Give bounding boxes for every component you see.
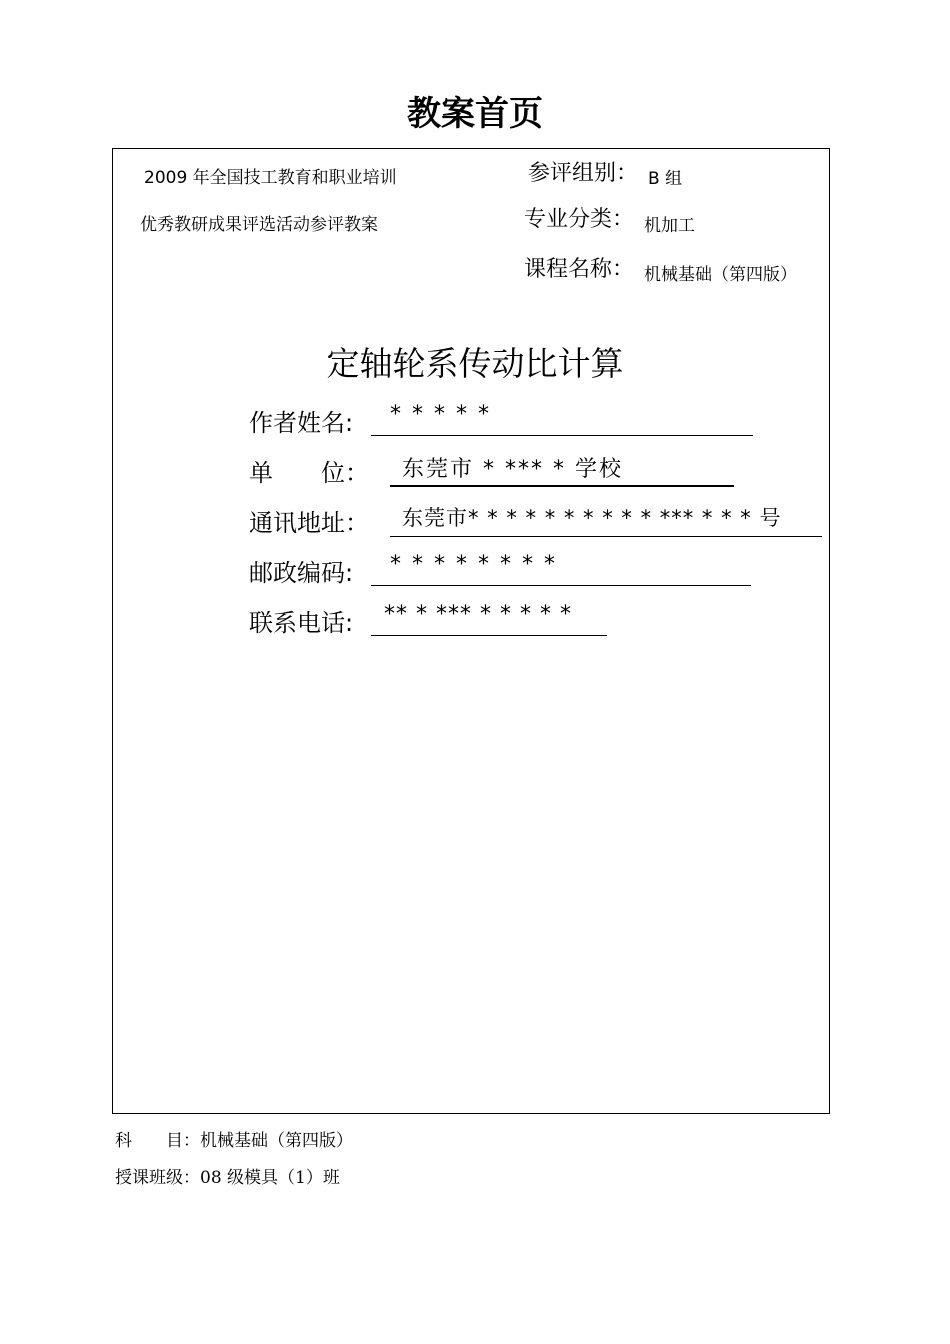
phone-underline (371, 635, 607, 636)
footer-class: 授课班级：08 级模具（1）班 (115, 1168, 340, 1188)
author-label: 作者姓名: (249, 409, 354, 437)
unit-underline (390, 485, 734, 487)
page-title: 教案首页 (407, 94, 543, 134)
course-label: 课程名称： (524, 257, 635, 282)
author-underline (371, 435, 753, 436)
postal-value: * * * * * * * * (390, 552, 557, 577)
course-value: 机械基础（第四版） (644, 265, 797, 285)
phone-value: ** * *** * * * * * (384, 602, 572, 627)
group-label: 参评组别： (528, 161, 639, 186)
unit-label: 单 位： (249, 459, 369, 487)
postal-underline (371, 585, 751, 586)
competition-line-2: 优秀教研成果评选活动参评教案 (140, 215, 378, 235)
phone-label: 联系电话: (249, 609, 354, 637)
footer-subject: 科 目：机械基础（第四版） (115, 1131, 353, 1151)
cover-frame (112, 148, 830, 1114)
postal-label: 邮政编码: (249, 559, 354, 587)
address-value: 东莞市* * * * * * * * * * *** * * * 号 (402, 506, 782, 530)
lesson-title: 定轴轮系传动比计算 (326, 344, 624, 383)
address-label: 通讯地址： (249, 509, 369, 537)
major-value: 机加工 (644, 216, 695, 236)
unit-value: 东莞市 * *** * 学校 (402, 457, 623, 482)
major-label: 专业分类： (524, 207, 635, 232)
author-value: * * * * * (390, 402, 491, 427)
address-underline (390, 536, 822, 537)
group-value: B 组 (648, 169, 683, 189)
competition-line-1: 2009 年全国技工教育和职业培训 (144, 168, 397, 188)
